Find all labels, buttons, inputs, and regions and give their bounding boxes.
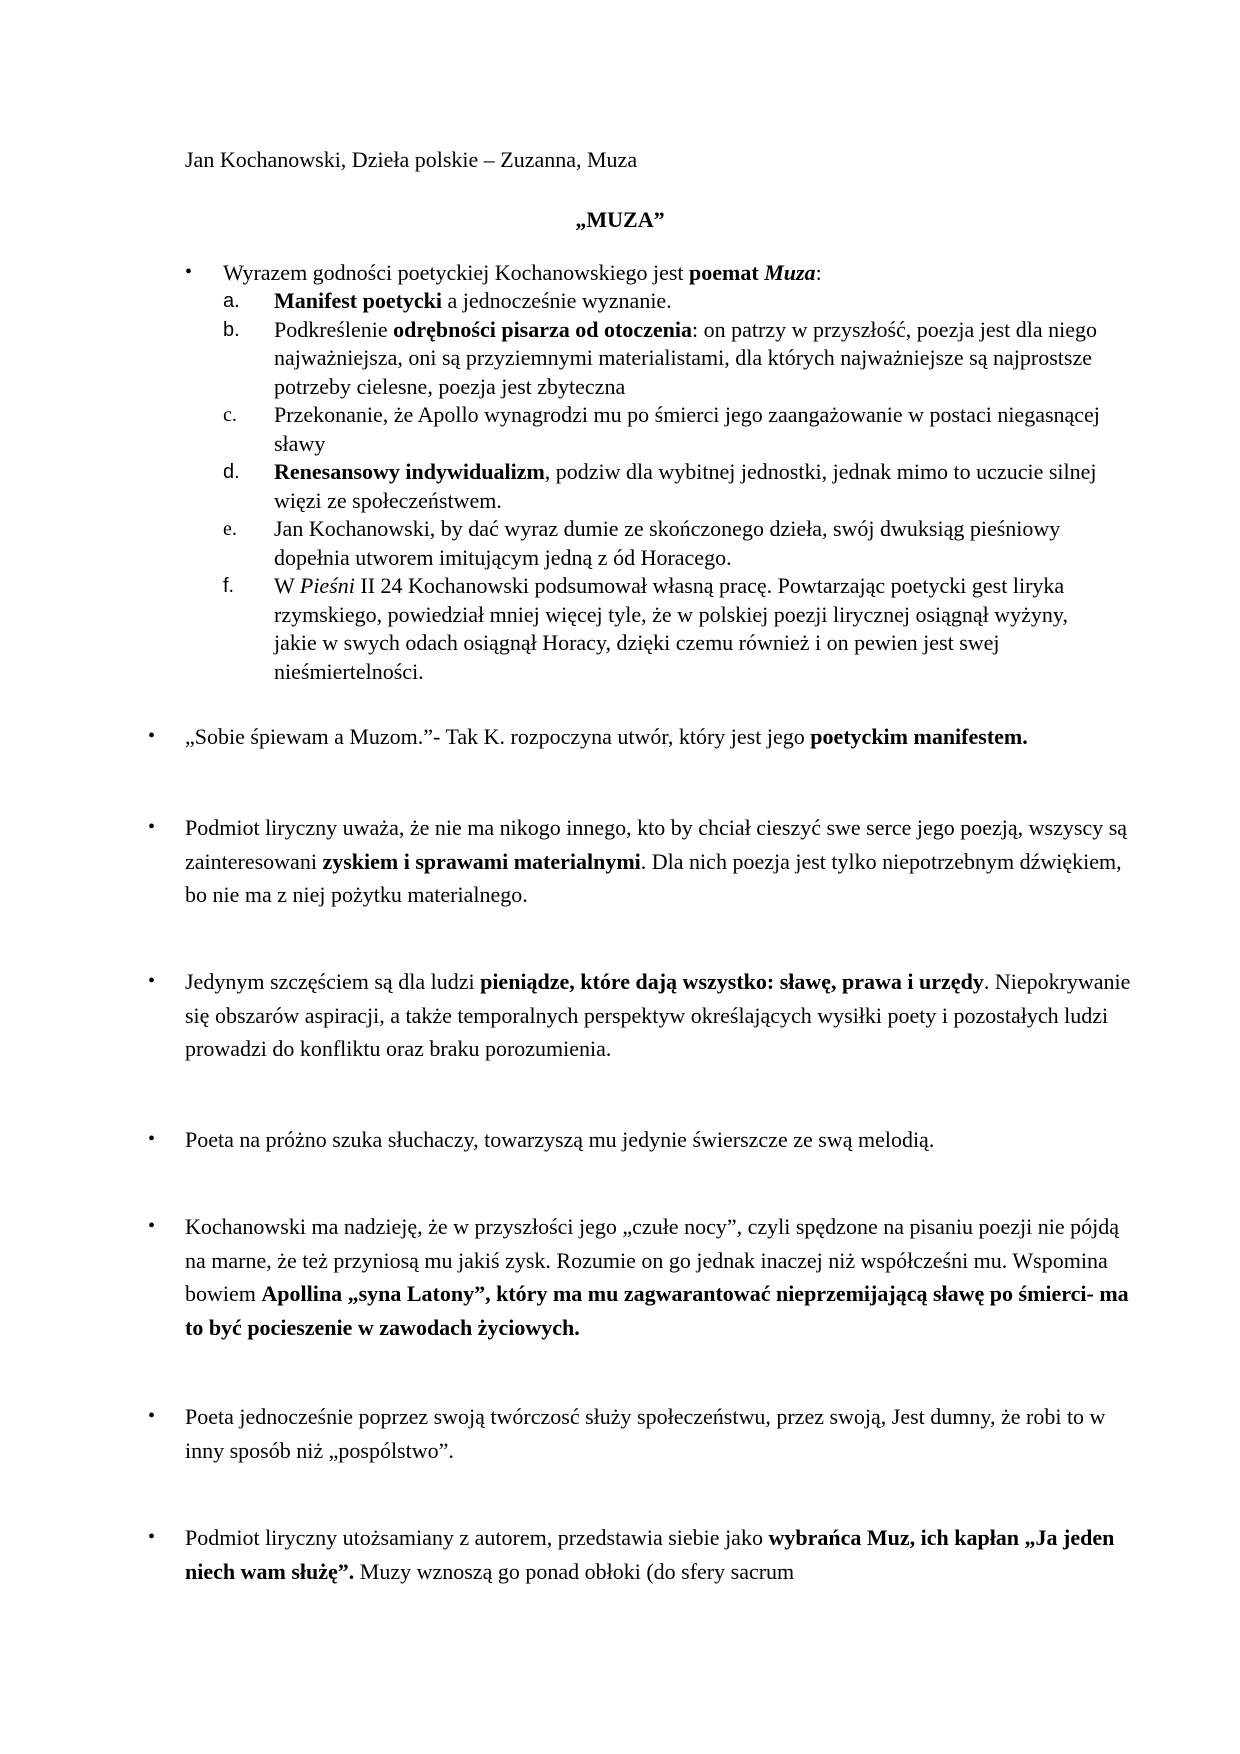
sublist-marker: b. xyxy=(223,318,240,341)
list-item: • Jedynym szczęściem są dla ludzi pieniądze, które dają wszystko: sławę, prawa i urzędy. Niepokrywanie się obszarów aspiracji, a także temporalnych perspektyw określających wysiłki poety i pozostałych ludzi prowadzi do konfliktu oraz braku porozumienia. xyxy=(148,965,1135,1066)
intro-bold: poemat xyxy=(689,260,765,285)
bullet-icon: • xyxy=(148,1128,156,1150)
sublist-marker: d. xyxy=(223,461,240,483)
list-item: • Poeta na próżno szuka słuchaczy, towarzyszą mu jedynie świerszcze ze swą melodią. xyxy=(148,1123,1135,1157)
bullet-icon: • xyxy=(148,970,156,992)
sublist-marker: f. xyxy=(223,575,235,597)
intro-item: • Wyrazem godności poetyckiej Kochanowskiego jest poemat Muza: xyxy=(185,260,822,285)
sublist-item-d: d. Renesansowy indywidualizm, podziw dla wybitnej jednostki, jednak mimo to uczucie silnej więzi ze społeczeństwem. xyxy=(223,459,1097,513)
document-header: Jan Kochanowski, Dzieła polskie – Zuzanna, Muza xyxy=(185,147,638,172)
sublist-item-f: f. W Pieśni II 24 Kochanowski podsumował własną pracę. Powtarzając poetycki gest liryka rzymskiego, powiedział mniej więcej tyle, że w polskiej poezji lirycznej osiągnął wyżyny, jakie w swych odach osiągnął Horacy, dzięki czemu również i on pewien jest swej nieśmiertelności. xyxy=(223,573,1068,684)
bullet-icon: • xyxy=(148,1215,156,1237)
sublist-marker: a. xyxy=(223,290,240,312)
sublist-item-b: b. Podkreślenie odrębności pisarza od otoczenia: on patrzy w przyszłość, poezja jest dla niego najważniejsza, oni są przyziemnymi materialistami, dla których najważniejsze są najprostsze potrzeby cielesne, poezja jest zbyteczna xyxy=(223,316,1098,399)
bullet-icon: • xyxy=(148,1405,156,1427)
list-item: • Podmiot liryczny uważa, że nie ma nikogo innego, kto by chciał cieszyć swe serce jego poezją, wszyscy są zainteresowani zyskiem i sprawami materialnymi. Dla nich poezja jest tylko niepotrzebnym dźwiękiem, bo nie ma z niej pożytku materialnego. xyxy=(148,811,1135,912)
sublist-item-c: c. Przekonanie, że Apollo wynagrodzi mu po śmierci jego zaangażowanie w postaci niegasnącej sławy xyxy=(223,402,1100,456)
bullet-icon: • xyxy=(148,816,156,838)
bullet-icon: • xyxy=(185,261,193,283)
bullet-icon: • xyxy=(148,1526,156,1548)
sublist-item-e: e. Jan Kochanowski, by dać wyraz dumie ze skończonego dzieła, swój dwuksiąg pieśniowy dopełnia utworem imitującym jedną z ód Horacego. xyxy=(223,516,1061,570)
intro-list xyxy=(185,258,1105,686)
list-item: • Poeta jednocześnie poprzez swoją twórczosć służy społeczeństwu, przez swoją, Jest dumny, że robi to w inny sposób niż „pospólstwo”. xyxy=(148,1400,1135,1467)
list-item: • Podmiot liryczny utożsamiany z autorem, przedstawia siebie jako wybrańca Muz, ich kapłan „Ja jeden niech wam służę”. Muzy wznoszą go ponad obłoki (do sfery sacrum xyxy=(148,1521,1135,1588)
intro-bold-italic: Muza xyxy=(764,260,816,285)
list-item: • Kochanowski ma nadzieję, że w przyszłości jego „czułe nocy”, czyli spędzone na pisaniu poezji nie pójdą na marne, że też przyniosą mu jakiś zysk. Rozumie on go jednak inaczej niż współcześni mu. Wspomina bowiem Apollina „syna Latony”, który ma mu zagwarantować nieprzemijającą sławę po śmierci- ma to być pocieszenie w zawodach życiowych. xyxy=(148,1210,1135,1344)
bullet-icon: • xyxy=(148,725,156,747)
sublist-marker: e. xyxy=(223,518,237,540)
intro-text: Wyrazem godności poetyckiej Kochanowskiego jest xyxy=(223,260,690,285)
intro-sublist xyxy=(223,287,1105,686)
document-title: „MUZA” xyxy=(575,207,665,232)
sublist-marker: c. xyxy=(223,404,237,426)
list-item: • „Sobie śpiewam a Muzom.”- Tak K. rozpoczyna utwór, który jest jego poetyckim manifestem. xyxy=(148,720,1135,754)
sublist-item-a: a. Manifest poetycki a jednocześnie wyznanie. xyxy=(223,287,1105,316)
